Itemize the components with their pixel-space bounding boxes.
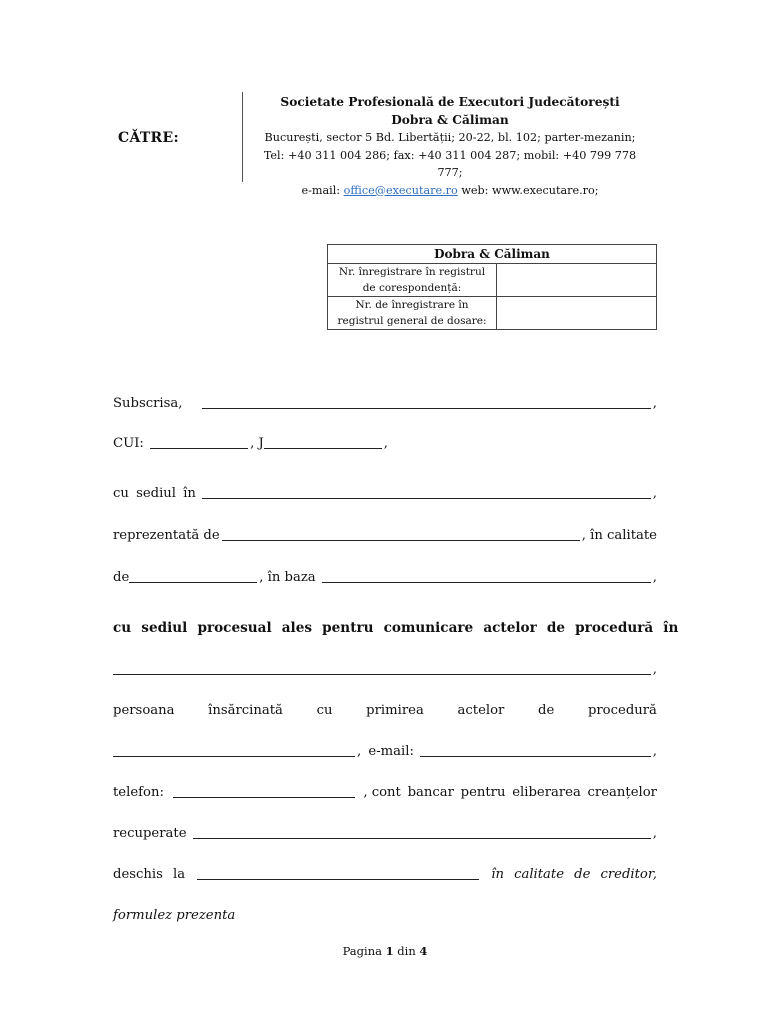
calitate-field[interactable]	[129, 570, 257, 583]
comma: ,	[652, 744, 657, 759]
company-name-field[interactable]	[202, 396, 650, 409]
sediu-field[interactable]	[202, 486, 651, 499]
cui-field[interactable]	[150, 436, 248, 449]
company-phones: Tel: +40 311 004 286; fax: +40 311 004 287; mobil: +40 799 778 777;	[263, 148, 637, 179]
company-name: Societate Profesională de Executori Judecătorești	[280, 95, 620, 109]
comma: ,	[652, 570, 657, 585]
total-pages: 4	[419, 944, 428, 958]
persoana-line	[113, 703, 657, 718]
subscrisa-label: Subscrisa,	[113, 396, 183, 411]
telefon-line	[113, 785, 657, 800]
cont-word: bancar	[407, 785, 454, 800]
comma: ,	[652, 396, 657, 411]
persoana-word: cu	[316, 703, 333, 718]
correspondence-number-label: Nr. înregistrare în registrul de corespondență:	[328, 264, 497, 297]
page-footer	[0, 944, 770, 958]
cui-label: CUI:	[113, 436, 144, 451]
email-field[interactable]	[420, 744, 651, 757]
deschis-line	[113, 867, 657, 882]
cont-word: eliberarea	[512, 785, 581, 800]
subscrisa-line	[113, 396, 657, 411]
cont-word: , cont	[363, 785, 401, 800]
comma: ,	[652, 662, 657, 677]
j-field[interactable]	[264, 436, 382, 449]
cui-line	[113, 436, 657, 451]
basis-field[interactable]	[322, 570, 651, 583]
comma: ,	[652, 486, 657, 501]
email-link[interactable]: office@executare.ro	[343, 183, 458, 197]
bank-account-field[interactable]	[193, 826, 651, 839]
representative-field[interactable]	[222, 528, 580, 541]
telefon-field[interactable]	[173, 785, 355, 798]
persoana-word: procedură	[587, 703, 657, 718]
calitate-line	[113, 570, 657, 585]
cont-word: pentru	[460, 785, 506, 800]
calitate-creditor-word: de	[574, 867, 591, 882]
company-address: București, sector 5 Bd. Libertății; 20-22, bl. 102; parter-mezanin;	[264, 131, 636, 144]
calitate-creditor-word: calitate	[514, 867, 565, 882]
deschis-word: la	[172, 867, 186, 882]
in-baza-label: , în baza	[259, 570, 316, 585]
web-text: web: www.executare.ro;	[457, 183, 599, 197]
persoana-word: de	[538, 703, 555, 718]
comma: ,	[652, 826, 657, 841]
bank-name-field[interactable]	[197, 867, 479, 880]
footer-prefix: Pagina	[342, 944, 386, 958]
sediu-procesual-line	[113, 662, 657, 677]
j-label: , J	[250, 436, 264, 451]
in-calitate-label: , în calitate	[581, 528, 657, 543]
sediu-procesual-field[interactable]	[113, 662, 651, 675]
recuperate-line	[113, 826, 657, 841]
persoana-word: însărcinată	[208, 703, 283, 718]
sediu-procesual-heading: cu sediul procesual ales pentru comunicare actelor de procedură în	[113, 620, 679, 636]
reprezentata-label: reprezentată de	[113, 528, 220, 543]
email-label: , e-mail:	[357, 744, 414, 759]
person-email-line	[113, 744, 657, 759]
firm-name: Dobra & Căliman	[391, 112, 509, 127]
persoana-word: primirea	[366, 703, 424, 718]
case-number-cell[interactable]	[497, 297, 657, 330]
persoana-word: persoana	[113, 703, 175, 718]
register-table-title: Dobra & Căliman	[328, 245, 657, 264]
register-table	[327, 244, 657, 330]
person-name-field[interactable]	[113, 744, 355, 757]
case-number-label: Nr. de înregistrare în registrul general de dosare:	[328, 297, 497, 330]
telefon-label: telefon:	[113, 785, 164, 800]
reprezentata-line	[113, 528, 657, 543]
letterhead	[252, 94, 648, 199]
sediu-label: cu sediul în	[113, 486, 196, 501]
footer-middle: din	[393, 944, 420, 958]
correspondence-number-cell[interactable]	[497, 264, 657, 297]
header-divider	[242, 92, 243, 182]
de-label: de	[113, 570, 130, 585]
sediu-line	[113, 486, 657, 501]
email-prefix: e-mail:	[301, 183, 344, 197]
deschis-word: deschis	[113, 867, 163, 882]
comma: ,	[383, 436, 388, 451]
persoana-word: actelor	[457, 703, 505, 718]
current-page: 1	[385, 944, 394, 958]
calitate-creditor-word: creditor,	[600, 867, 657, 882]
cont-word: creanțelor	[587, 785, 657, 800]
recipient-label: CĂTRE:	[118, 130, 179, 146]
formulez-text: formulez prezenta	[113, 908, 236, 923]
recuperate-label: recuperate	[113, 826, 187, 841]
company-contact	[252, 182, 648, 200]
calitate-creditor-word: în	[491, 867, 504, 882]
